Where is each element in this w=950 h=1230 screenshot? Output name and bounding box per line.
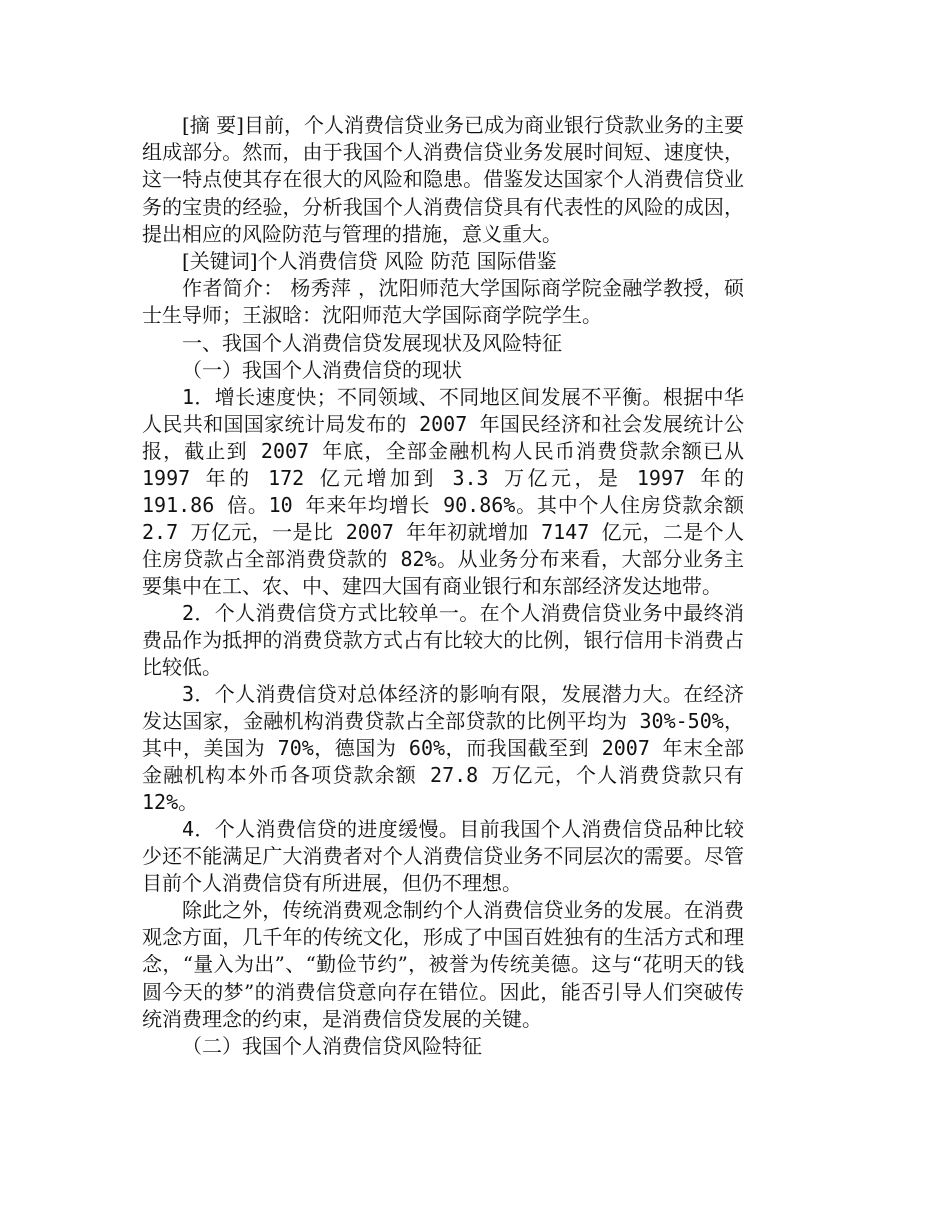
abstract-paragraph: [摘 要]目前，个人消费信贷业务已成为商业银行贷款业务的主要组成部分。然而，由于我国个人消费信贷业务发展时间短、速度快，这一特点使其存在很大的风险和隐患。借鉴发达国家个人消费信贷业务的宝贵的经验，分析我国个人消费信贷具有代表性的风险的成因，提出相应的风险防范与管理的措施，意义重大。 <box>142 113 744 246</box>
author-info-paragraph: 作者简介： 杨秀萍 ，沈阳师范大学国际商学院金融学教授，硕士生导师；王淑晗：沈阳师范大学国际商学院学生。 <box>142 276 744 328</box>
body-paragraph-3: 3．个人消费信贷对总体经济的影响有限，发展潜力大。在经济发达国家，金融机构消费贷款占全部贷款的比例平均为 30%-50%，其中，美国为 70%，德国为 60%，而我国截至到 2007 年末全部金融机构本外币各项贷款余额 27.8 万亿元，个人消费贷款只有 12%。 <box>142 682 744 815</box>
body-paragraph-1: 1．增长速度快；不同领域、不同地区间发展不平衡。根据中华人民共和国国家统计局发布的 2007 年国民经济和社会发展统计公报，截止到 2007 年底，全部金融机构人民币消费贷款余额已从 1997 年的 172 亿元增加到 3.3 万亿元，是 1997 年的 191.86 倍。10 年来年均增长 90.86%。其中个人住房贷款余额 2.7 万亿元，一是比 2007 年年初就增加 7147 亿元，二是个人住房贷款占全部消费贷款的 82%。从业务分布来看，大部分业务主要集中在工、农、中、建四大国有商业银行和东部经济发达地带。 <box>142 385 744 599</box>
body-paragraph-2: 2．个人消费信贷方式比较单一。在个人消费信贷业务中最终消费品作为抵押的消费贷款方式占有比较大的比例，银行信用卡消费占比较低。 <box>142 601 744 680</box>
section-heading-1: 一、我国个人消费信贷发展现状及风险特征 <box>182 330 562 355</box>
body-paragraph-4: 4．个人消费信贷的进度缓慢。目前我国个人消费信贷品种比较少还不能满足广大消费者对个人消费信贷业务不同层次的需要。尽管目前个人消费信贷有所进展，但仍不理想。 <box>142 817 744 896</box>
keywords-paragraph: [关键词]个人消费信贷 风险 防范 国际借鉴 <box>182 249 557 274</box>
subsection-heading-2: （二）我国个人消费信贷风险特征 <box>182 1034 482 1059</box>
subsection-heading-1: （一）我国个人消费信贷的现状 <box>182 357 462 382</box>
body-paragraph-5: 除此之外，传统消费观念制约个人消费信贷业务的发展。在消费观念方面，几千年的传统文化，形成了中国百姓独有的生活方式和理念，“量入为出”、“勤俭节约”，被誉为传统美德。这与“花明天的钱圆今天的梦”的消费信贷意向存在错位。因此，能否引导人们突破传统消费理念的约束，是消费信贷发展的关键。 <box>142 898 744 1031</box>
document-page <box>142 112 744 1060</box>
